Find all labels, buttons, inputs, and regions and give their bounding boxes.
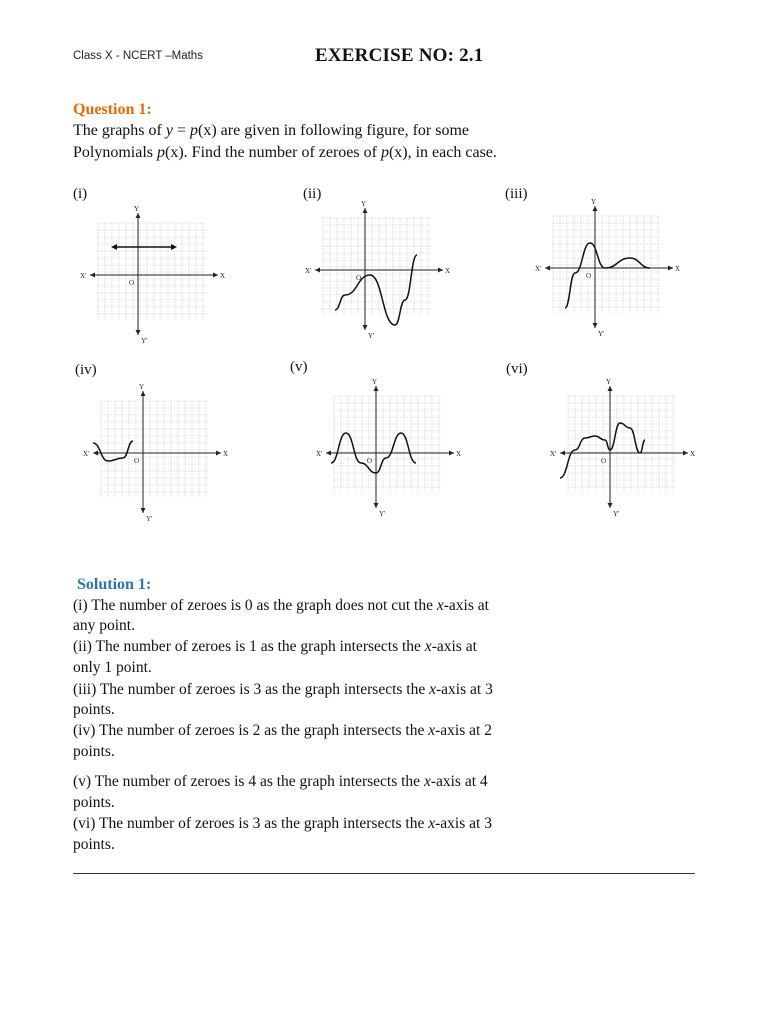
- x-arrow: [213, 273, 218, 278]
- x-neg-arrow: [93, 451, 98, 456]
- x-arrow: [683, 451, 688, 456]
- y-arrow: [136, 213, 141, 218]
- polynomial-curve: [93, 441, 133, 461]
- y-neg-axis-label: Y': [141, 337, 148, 345]
- graph-caption-v: (v): [290, 359, 308, 375]
- graph-caption-ii: (ii): [303, 186, 322, 202]
- solution-line: (iv) The number of zeroes is 2 as the graph intersects the x-axis at 2: [73, 722, 492, 739]
- y-neg-arrow: [363, 325, 368, 330]
- graph-caption-vi: (vi): [506, 361, 528, 377]
- solution-line: points.: [73, 836, 115, 853]
- graph-iv: [83, 383, 228, 523]
- solution-line: only 1 point.: [73, 659, 152, 676]
- y-neg-axis-label: Y': [379, 510, 386, 518]
- x-neg-axis-label: X': [316, 450, 323, 458]
- x-arrow: [668, 266, 673, 271]
- solution-line: any point.: [73, 617, 135, 634]
- x-axis-label: X: [223, 450, 228, 458]
- origin-label: O: [129, 279, 135, 287]
- y-neg-arrow: [136, 330, 141, 335]
- y-neg-axis-label: Y': [613, 510, 620, 518]
- x-axis-label: X: [220, 272, 225, 280]
- solution-line: points.: [73, 794, 115, 811]
- x-arrow: [449, 451, 454, 456]
- solution-line: (i) The number of zeroes is 0 as the graph does not cut the x-axis at: [73, 597, 489, 614]
- x-neg-axis-label: X': [305, 267, 312, 275]
- question-line-1: The graphs of y = p(x) are given in following figure, for some: [73, 122, 470, 139]
- solution-line: (iii) The number of zeroes is 3 as the graph intersects the x-axis at 3: [73, 681, 493, 698]
- graph-ii: [305, 200, 450, 340]
- x-axis-label: X: [445, 267, 450, 275]
- graph-vi: [550, 378, 695, 518]
- y-arrow: [608, 386, 613, 391]
- solution-line: points.: [73, 701, 115, 718]
- y-arrow: [374, 386, 379, 391]
- solution-heading: Solution 1:: [77, 576, 152, 593]
- y-axis-label: Y: [591, 198, 597, 206]
- x-arrow: [438, 268, 443, 273]
- x-neg-axis-label: X': [550, 450, 557, 458]
- graph-caption-i: (i): [73, 186, 88, 202]
- y-arrow: [141, 391, 146, 396]
- y-neg-arrow: [374, 503, 379, 508]
- x-neg-axis-label: X': [83, 450, 90, 458]
- origin-label: O: [601, 457, 607, 465]
- question-line-2: Polynomials p(x). Find the number of zeroes of p(x), in each case.: [73, 144, 497, 161]
- origin-label: O: [356, 274, 362, 282]
- curve-arrow-right: [171, 244, 177, 250]
- graph-caption-iv: (iv): [75, 362, 97, 378]
- x-arrow: [216, 451, 221, 456]
- header-subject: Class X - NCERT –Maths: [73, 50, 203, 62]
- x-neg-arrow: [90, 273, 95, 278]
- bottom-rule: [73, 873, 695, 874]
- solution-line: (ii) The number of zeroes is 1 as the graph intersects the x-axis at: [73, 638, 477, 655]
- question-heading: Question 1:: [73, 101, 152, 118]
- origin-label: O: [367, 457, 373, 465]
- exercise-title: EXERCISE NO: 2.1: [315, 45, 484, 66]
- solution-line: (vi) The number of zeroes is 3 as the graph intersects the x-axis at 3: [73, 815, 492, 832]
- y-axis-label: Y: [139, 383, 145, 391]
- y-neg-arrow: [608, 503, 613, 508]
- y-neg-arrow: [141, 508, 146, 513]
- y-neg-axis-label: Y': [146, 515, 153, 523]
- y-axis-label: Y: [372, 378, 378, 386]
- origin-label: O: [586, 272, 592, 280]
- solution-line: points.: [73, 743, 115, 760]
- x-axis-label: X: [690, 450, 695, 458]
- y-axis-label: Y: [361, 200, 367, 208]
- y-neg-axis-label: Y': [368, 332, 375, 340]
- x-neg-axis-label: X': [535, 265, 542, 273]
- x-neg-arrow: [315, 268, 320, 273]
- y-neg-arrow: [593, 323, 598, 328]
- x-neg-arrow: [545, 266, 550, 271]
- x-neg-axis-label: X': [80, 272, 87, 280]
- polynomial-curve: [335, 255, 417, 325]
- graph-caption-iii: (iii): [505, 186, 528, 202]
- origin-label: O: [134, 457, 140, 465]
- x-neg-arrow: [560, 451, 565, 456]
- graph-i: [80, 205, 225, 345]
- x-axis-label: X: [456, 450, 461, 458]
- y-arrow: [363, 208, 368, 213]
- x-axis-label: X: [675, 265, 680, 273]
- y-neg-axis-label: Y': [598, 330, 605, 338]
- y-arrow: [593, 206, 598, 211]
- solution-line: (v) The number of zeroes is 4 as the graph intersects the x-axis at 4: [73, 773, 488, 790]
- y-axis-label: Y: [606, 378, 612, 386]
- y-axis-label: Y: [134, 205, 140, 213]
- graph-iii: [535, 198, 680, 338]
- graph-v: [316, 378, 461, 518]
- x-neg-arrow: [326, 451, 331, 456]
